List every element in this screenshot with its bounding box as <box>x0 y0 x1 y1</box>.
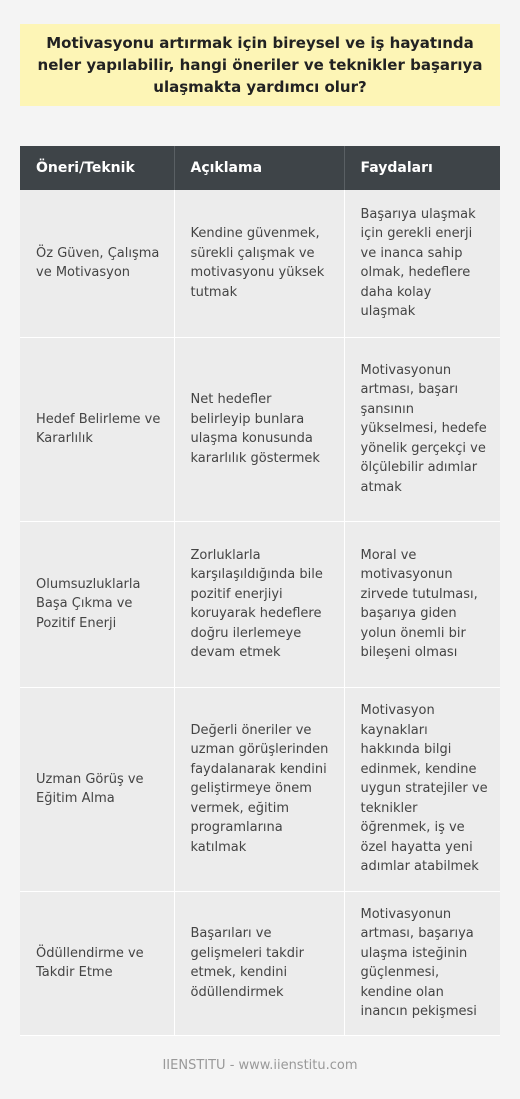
column-header-technique: Öneri/Teknik <box>20 146 174 190</box>
comparison-table <box>20 146 500 1036</box>
table-cell-benefits: Motivasyonun artması, başarı şansının yükselmesi, hedefe yönelik gerçekçi ve ölçülebilir adımlar atmak <box>360 362 487 495</box>
table-row <box>20 521 500 687</box>
table-cell-benefits: Motivasyonun artması, başarıya ulaşma isteğinin güçlenmesi, kendine olan inancın pekişmesi <box>360 906 477 1019</box>
table-cell-benefits: Motivasyon kaynakları hakkında bilgi edinmek, kendine uygun stratejiler ve teknikler öğrenmek, iş ve özel hayatta yeni adımlar atabilmek <box>360 703 488 875</box>
table-cell-technique: Öz Güven, Çalışma ve Motivasyon <box>20 190 174 337</box>
footer-text: IIENSTITU - www.iienstitu.com <box>162 1058 358 1073</box>
table-row <box>20 190 500 337</box>
table-cell-description: Kendine güvenmek, sürekli çalışmak ve motivasyonu yüksek tutmak <box>174 190 344 337</box>
table-cell-technique: Ödüllendirme ve Takdir Etme <box>20 891 174 1035</box>
table-cell-technique: Uzman Görüş ve Eğitim Alma <box>20 687 174 891</box>
table-cell-description: Net hedefler belirleyip bunlara ulaşma konusunda kararlılık göstermek <box>174 337 344 521</box>
table-row <box>20 891 500 1035</box>
page-title: Motivasyonu artırmak için bireysel ve iş hayatında neler yapılabilir, hangi öneriler ve teknikler başarıya ulaşmakta yardımcı olur? <box>37 34 483 96</box>
column-header-benefits: Faydaları <box>360 160 433 176</box>
title-banner <box>20 24 500 106</box>
table-cell-benefits: Moral ve motivasyonun zirvede tutulması, başarıya giden yolun önemli bir bileşeni olması <box>360 547 478 660</box>
table-cell-benefits: Başarıya ulaşmak için gerekli enerji ve inanca sahip olmak, hedeflere daha kolay ulaşmak <box>360 206 476 320</box>
table-row <box>20 337 500 521</box>
table-cell-technique: Hedef Belirleme ve Kararlılık <box>20 337 174 521</box>
table-row <box>20 687 500 891</box>
table-cell-description: Zorluklarla karşılaşıldığında bile pozitif enerjiyi koruyarak hedeflere doğru ilerlemeye devam etmek <box>174 521 344 687</box>
table-header-row <box>20 146 500 190</box>
column-header-description: Açıklama <box>174 146 344 190</box>
table-cell-description: Değerli öneriler ve uzman görüşlerinden faydalanarak kendini geliştirmeye önem vermek, eğitim programlarına katılmak <box>174 687 344 891</box>
table-cell-description: Başarıları ve gelişmeleri takdir etmek, kendini ödüllendirmek <box>174 891 344 1035</box>
table-cell-technique: Olumsuzluklarla Başa Çıkma ve Pozitif Enerji <box>20 521 174 687</box>
